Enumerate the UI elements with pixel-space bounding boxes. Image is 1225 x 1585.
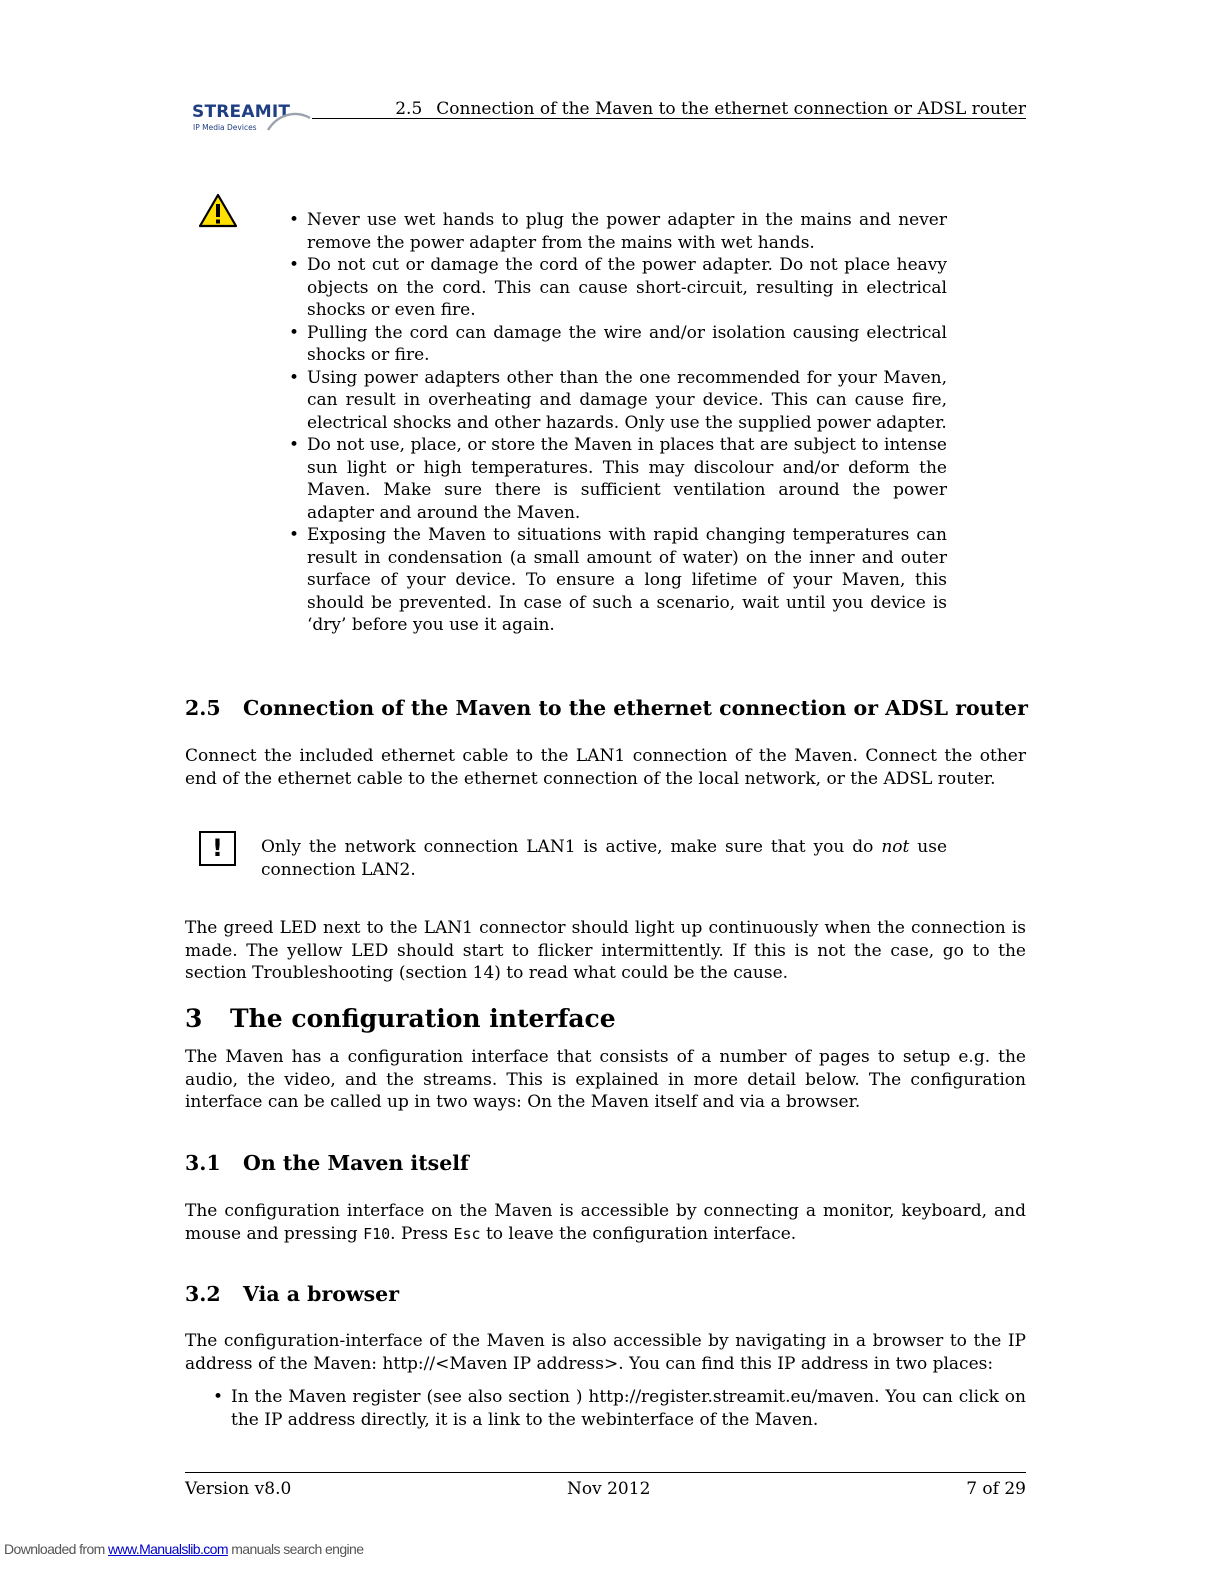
list-item: • Using power adapters other than the one recommended for your Maven, can result in overheating and damage your device. This can cause fire, electrical shocks and other hazards. Only use the supplied power adapter. [289,367,947,433]
section-heading-2-5: 2.5 Connection of the Maven to the ethernet connection or ADSL router [185,696,1028,720]
key-esc: Esc [453,1224,481,1243]
running-header [395,99,1026,119]
note-lan1: Only the network connection LAN1 is active, make sure that you do not use connection LAN2. [261,837,947,880]
list-item: • Pulling the cord can damage the wire and/or isolation causing electrical shocks or fire. [289,322,947,365]
paragraph-3-intro: The Maven has a configuration interface that consists of a number of pages to setup e.g. the audio, the video, and the streams. This is explained in more detail below. The configuration interface can be called up in two ways: On the Maven itself and via a browser. [185,1047,1026,1112]
list-item: • Do not cut or damage the cord of the power adapter. Do not place heavy objects on the cord. This can cause short-circuit, resulting in electrical shocks or even fire. [289,255,947,320]
footer-version: Version v8.0 [185,1479,292,1499]
warning-triangle-icon [198,193,238,228]
list-item: • Never use wet hands to plug the power adapter in the mains and never remove the power adapter from the mains with wet hands. [289,210,947,253]
paragraph-3-2: The configuration-interface of the Maven is also accessible by navigating in a browser to the IP address of the Maven: http://<Maven IP address>. You can find this IP address in two places: [185,1331,1026,1374]
section-heading-3-1: 3.1 On the Maven itself [185,1151,469,1175]
footer-page-number: 7 of 29 [966,1479,1026,1499]
streamit-logo [192,102,312,136]
section-heading-3: 3 The configuration interface [185,1004,616,1033]
paragraph-2-5-led: The greed LED next to the LAN1 connector should light up continuously when the connection is made. The yellow LED should start to flicker intermittently. If this is not the case, go to the section Troubleshooting (section 14) to read what could be the cause. [185,918,1026,983]
running-header-title: Connection of the Maven to the ethernet connection or ADSL router [436,99,1026,119]
manualslib-link[interactable]: www.Manualslib.com [108,1541,228,1557]
exclamation-box-icon: ! [199,831,236,866]
list-item: • In the Maven register (see also section ) http://register.streamit.eu/maven. You can click on the IP address directly, it is a link to the webinterface of the Maven. [213,1387,1026,1430]
section-heading-3-2: 3.2 Via a browser [185,1282,400,1306]
list-item: • Exposing the Maven to situations with rapid changing temperatures can result in condensation (a small amount of water) on the inner and outer surface of your device. To ensure a long lifetime of your Maven, this should be prevented. In case of such a scenario, wait until you device is ‘dry’ before you use it again. [289,525,947,635]
logo-tagline: IP Media Devices [193,123,257,132]
key-f10: F10 [363,1224,391,1243]
download-source-notice: Downloaded from www.Manualslib.com manuals search engine [4,1541,364,1557]
logo-wordmark: STREAMIT [192,102,291,122]
running-header-number: 2.5 [395,99,423,119]
list-item: • Do not use, place, or store the Maven in places that are subject to intense sun light or high temperatures. This may discolour and/or deform the Maven. Make sure there is sufficient ventilation around the power adapter and around the Maven. [289,435,947,523]
logo-swoosh-icon [266,108,312,132]
paragraph-2-5-connect: Connect the included ethernet cable to the LAN1 connection of the Maven. Connect the other end of the ethernet cable to the ethernet connection of the local network, or the ADSL router. [185,746,1026,789]
safety-bullet-list [289,209,947,637]
browser-bullet-list [213,1386,1026,1431]
paragraph-3-1: The configuration interface on the Maven is accessible by connecting a monitor, keyboard, and mouse and pressing F10. Press Esc to leave the configuration interface. [185,1201,1026,1244]
footer-rule [185,1472,1026,1473]
footer-date: Nov 2012 [567,1479,651,1499]
